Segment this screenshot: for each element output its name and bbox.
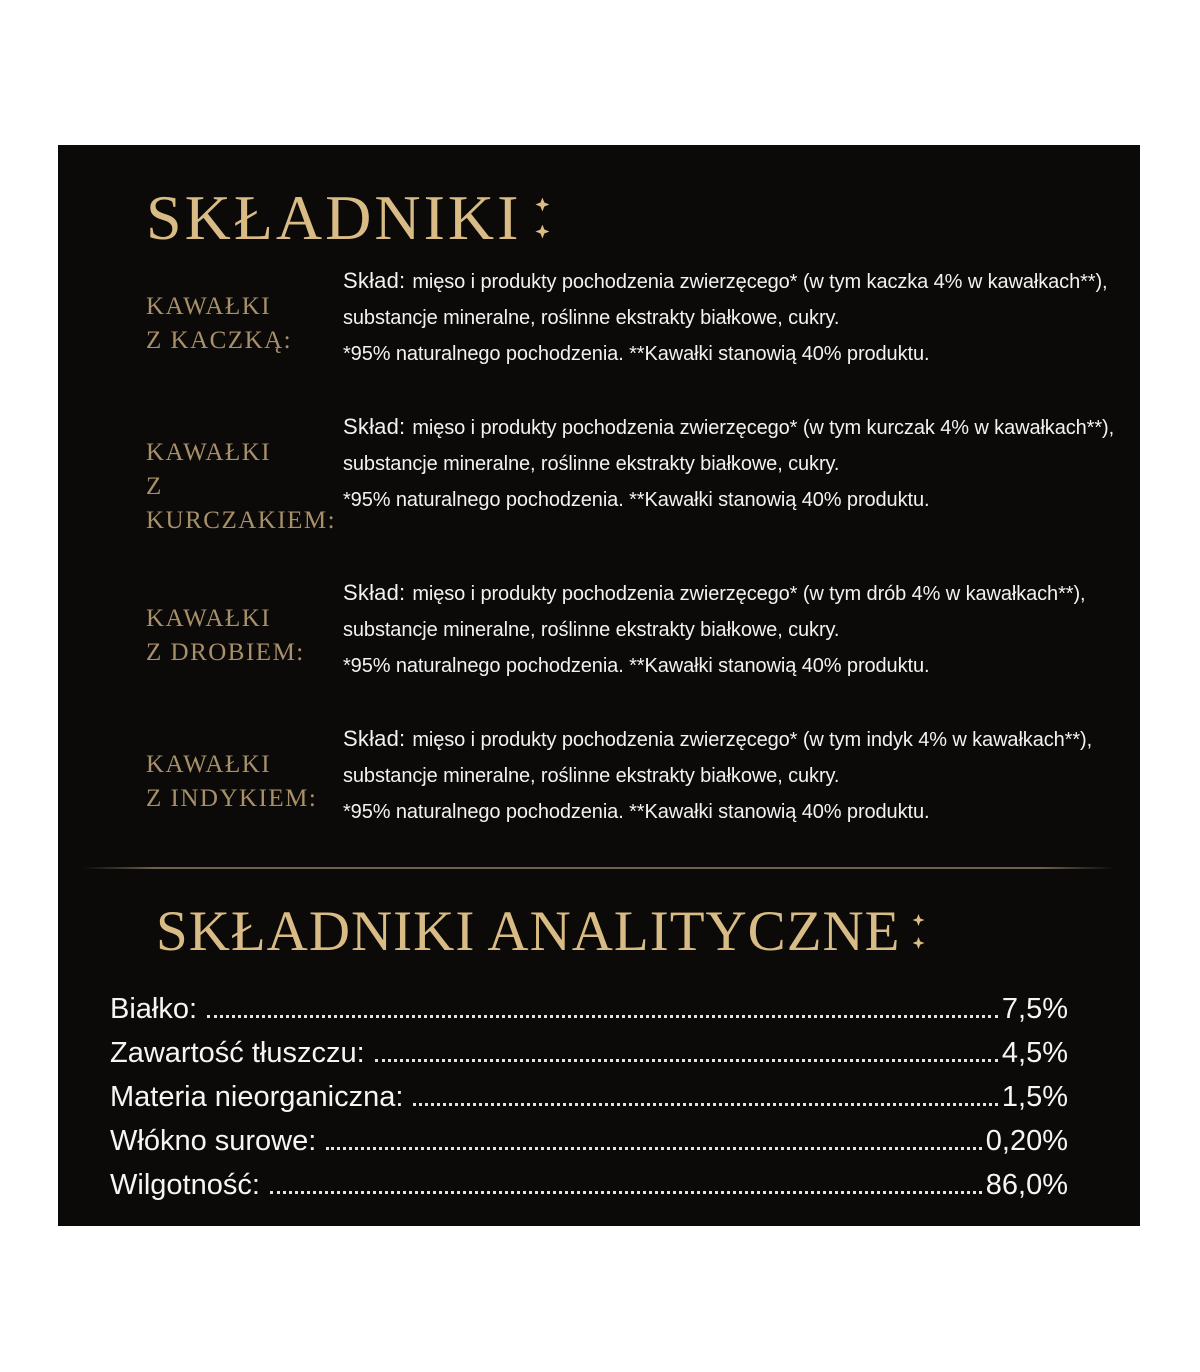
analytical-row-protein: [110, 982, 1068, 1026]
composition-line1-text: mięso i produkty pochodzenia zwierzęcego* (w tym kaczka 4% w kawałkach**),: [412, 271, 1108, 293]
analytical-value: 86,0%: [985, 1169, 1068, 1201]
variant-label-line1: KAWAŁKI: [146, 605, 272, 632]
analytical-label: Materia nieorganiczna:: [110, 1081, 404, 1113]
composition-line2: substancje mineralne, roślinne ekstrakty białkowe, cukry.: [343, 307, 840, 329]
variant-label-line2: Z KURCZAKIEM:: [146, 473, 337, 534]
diamond-icon: [535, 225, 549, 239]
dotted-leader: [207, 1015, 998, 1018]
composition-line1: [343, 721, 1092, 758]
composition-line1-text: mięso i produkty pochodzenia zwierzęcego* (w tym drób 4% w kawałkach**),: [412, 583, 1086, 605]
ingredient-block-duck: [146, 263, 1140, 372]
diamond-icon: [913, 914, 925, 926]
composition-text-turkey: [343, 721, 1092, 830]
analytical-row-inorganic-matter: [110, 1070, 1068, 1114]
composition-line2: substancje mineralne, roślinne ekstrakty białkowe, cukry.: [343, 619, 840, 641]
variant-label-line2: Z INDYKIEM:: [146, 785, 318, 812]
analytical-value: 0,20%: [985, 1125, 1068, 1157]
composition-lead: Skład:: [343, 580, 406, 605]
composition-text-chicken: [343, 409, 1114, 538]
composition-lead: Skład:: [343, 726, 406, 751]
analytical-row-crude-fibre: [110, 1114, 1068, 1158]
analytical-list: [110, 982, 1068, 1202]
composition-lead: Skład:: [343, 414, 406, 439]
variant-label-line1: KAWAŁKI: [146, 751, 272, 778]
variant-label-turkey: [146, 721, 343, 830]
ingredient-block-chicken: [146, 409, 1140, 538]
analytical-value: 4,5%: [1001, 1037, 1068, 1069]
composition-lead: Skład:: [343, 268, 406, 293]
diamond-icon: [535, 198, 549, 212]
composition-line3: *95% naturalnego pochodzenia. **Kawałki stanowią 40% produktu.: [343, 343, 930, 365]
composition-line1-text: mięso i produkty pochodzenia zwierzęcego* (w tym indyk 4% w kawałkach**),: [412, 729, 1093, 751]
composition-line1: [343, 409, 1114, 446]
variant-label-line2: Z KACZKĄ:: [146, 327, 293, 354]
diamond-colon-icon: [913, 914, 925, 949]
section-divider: [83, 867, 1115, 869]
analytical-title-text: SKŁADNIKI ANALITYCZNE: [156, 900, 901, 963]
composition-text-poultry: [343, 575, 1085, 684]
composition-text-duck: [343, 263, 1107, 372]
analytical-title: [156, 899, 1140, 964]
label-panel: [58, 145, 1140, 1226]
analytical-row-fat: [110, 1026, 1068, 1070]
composition-line3: *95% naturalnego pochodzenia. **Kawałki stanowią 40% produktu.: [343, 655, 930, 677]
analytical-label: Włókno surowe:: [110, 1125, 317, 1157]
ingredient-block-poultry: [146, 575, 1140, 684]
analytical-value: 7,5%: [1001, 993, 1068, 1025]
composition-line1: [343, 263, 1107, 300]
dotted-leader: [270, 1191, 982, 1194]
analytical-label: Białko:: [110, 993, 198, 1025]
composition-line3: *95% naturalnego pochodzenia. **Kawałki stanowią 40% produktu.: [343, 801, 930, 823]
variant-label-chicken: [146, 409, 343, 538]
ingredients-title: [146, 181, 1140, 255]
diamond-colon-icon: [535, 198, 549, 239]
analytical-label: Wilgotność:: [110, 1169, 260, 1201]
analytical-row-moisture: [110, 1158, 1068, 1202]
variant-label-duck: [146, 263, 343, 372]
variant-label-line1: KAWAŁKI: [146, 439, 272, 466]
composition-line2: substancje mineralne, roślinne ekstrakty białkowe, cukry.: [343, 765, 840, 787]
ingredient-block-turkey: [146, 721, 1140, 830]
dotted-leader: [326, 1147, 981, 1150]
composition-line1-text: mięso i produkty pochodzenia zwierzęcego* (w tym kurczak 4% w kawałkach**),: [412, 417, 1115, 439]
composition-line2: substancje mineralne, roślinne ekstrakty białkowe, cukry.: [343, 453, 840, 475]
variant-label-poultry: [146, 575, 343, 684]
analytical-value: 1,5%: [1001, 1081, 1068, 1113]
composition-line3: *95% naturalnego pochodzenia. **Kawałki stanowią 40% produktu.: [343, 489, 930, 511]
diamond-icon: [913, 937, 925, 949]
analytical-label: Zawartość tłuszczu:: [110, 1037, 365, 1069]
ingredient-blocks: [146, 263, 1140, 830]
variant-label-line1: KAWAŁKI: [146, 293, 272, 320]
dotted-leader: [375, 1059, 998, 1062]
dotted-leader: [413, 1103, 998, 1106]
variant-label-line2: Z DROBIEM:: [146, 639, 305, 666]
ingredients-title-text: SKŁADNIKI: [146, 182, 522, 253]
composition-line1: [343, 575, 1085, 612]
